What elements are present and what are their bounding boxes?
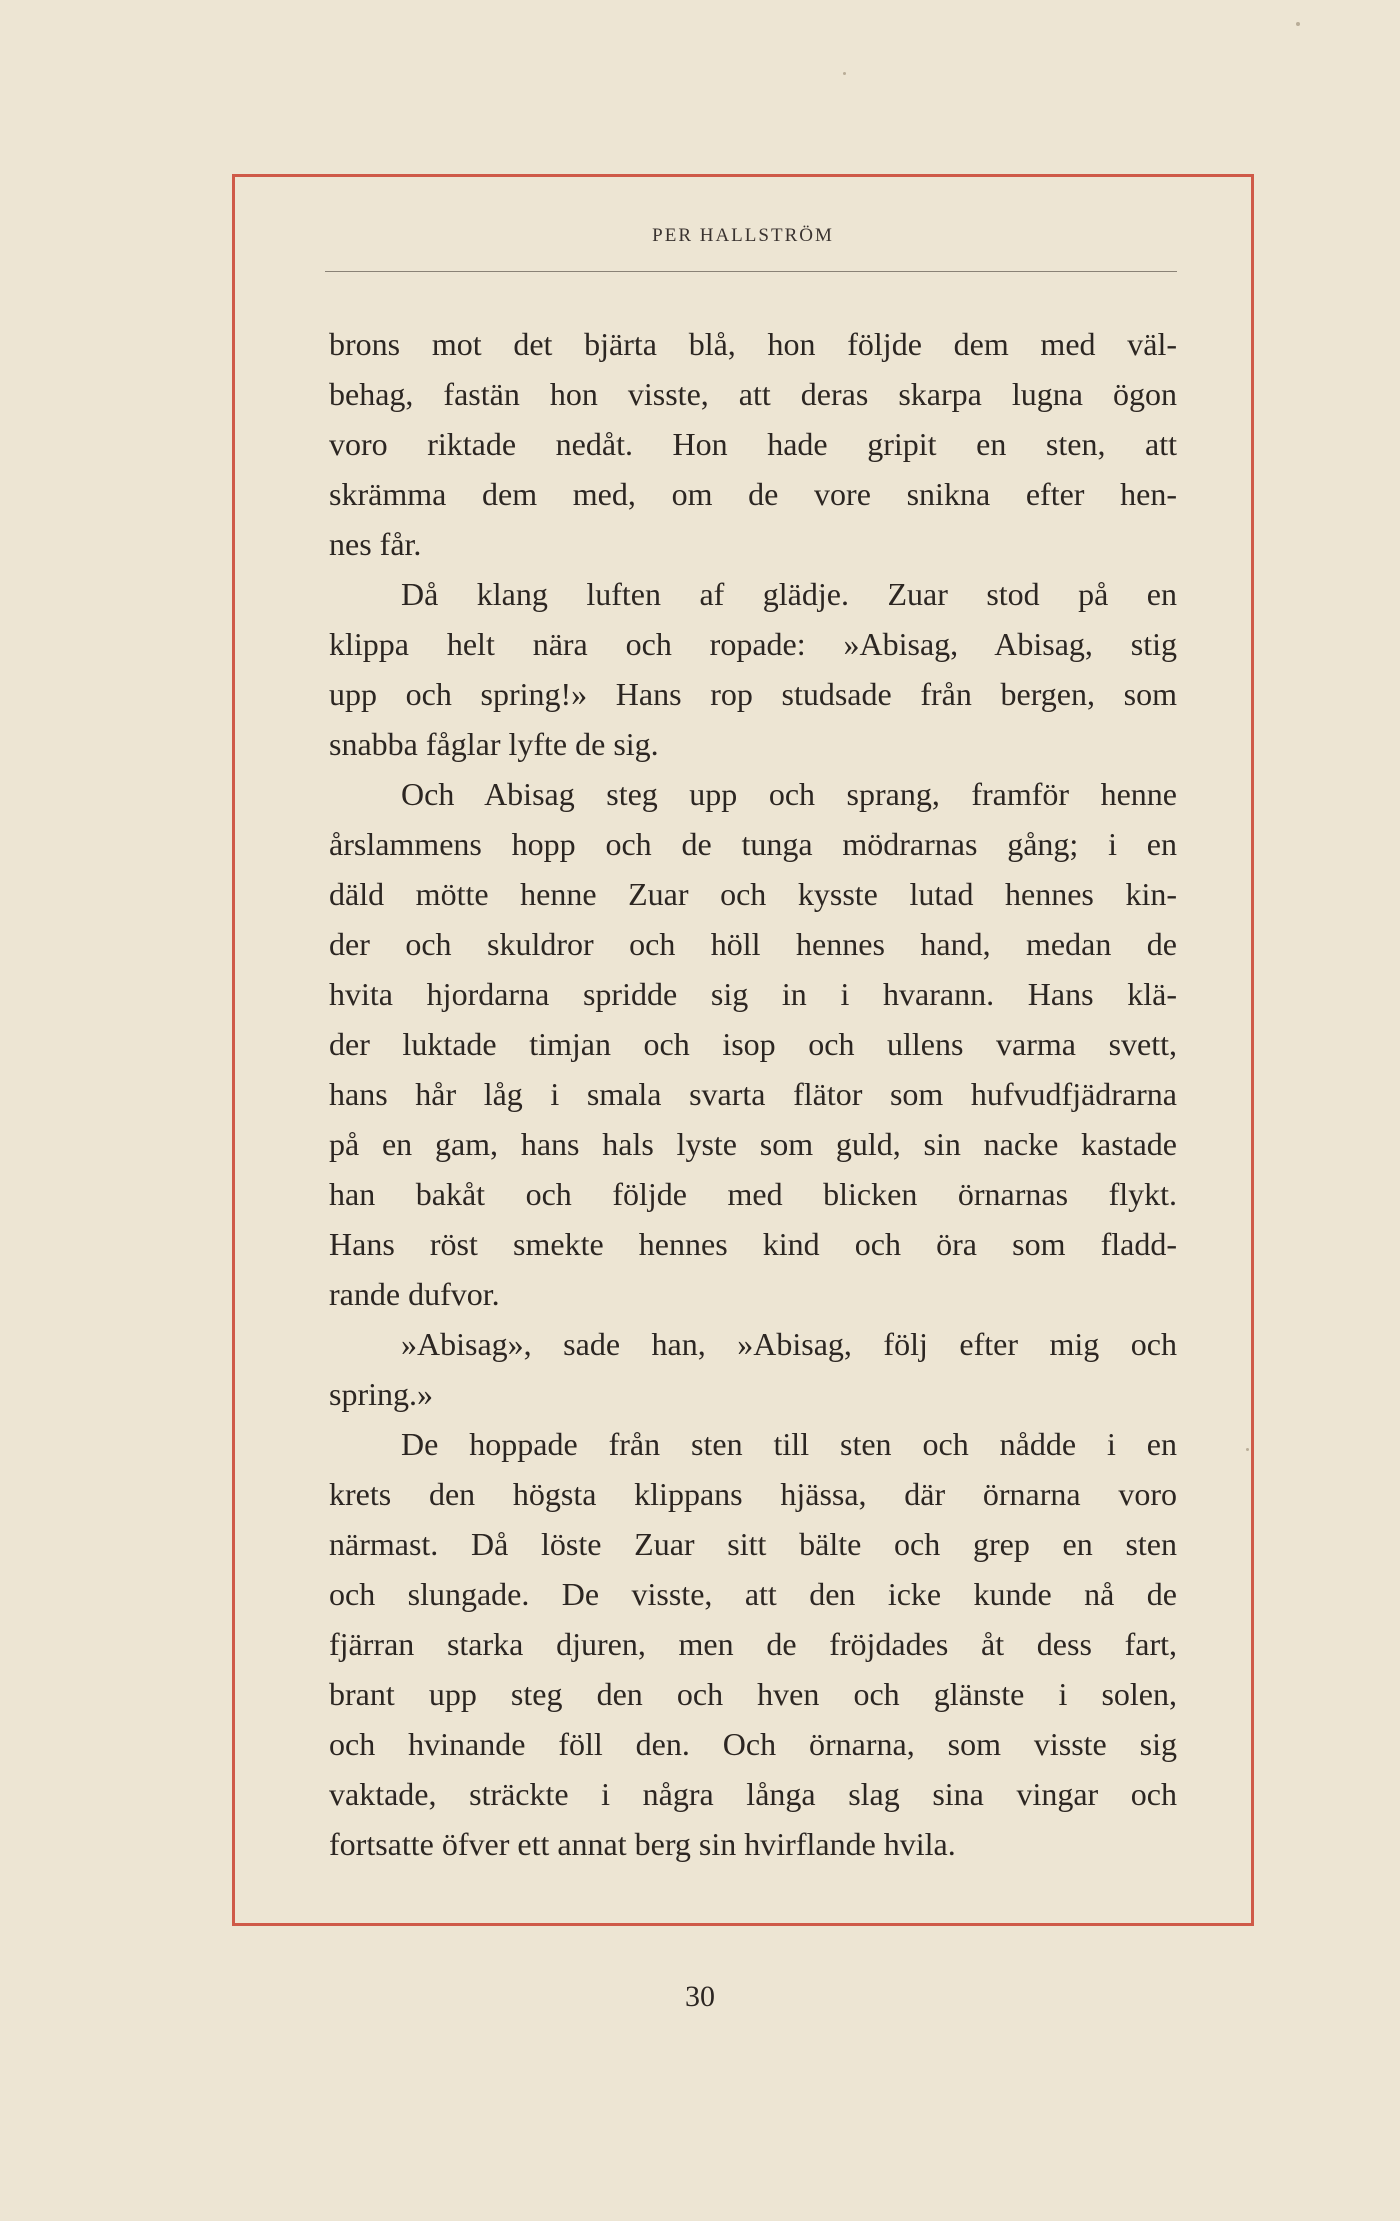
paragraph xyxy=(329,769,1177,1319)
paragraph xyxy=(329,1319,1177,1419)
running-header: PER HALLSTRÖM xyxy=(652,225,834,246)
text-line: hans hår låg i smala svarta flätor som hufvudfjädrarna xyxy=(329,1076,1177,1112)
text-line: klippa helt nära och ropade: »Abisag, Abisag, stig xyxy=(329,626,1177,662)
text-line: fjärran starka djuren, men de fröjdades åt dess fart, xyxy=(329,1626,1177,1662)
header-rule xyxy=(325,271,1177,272)
paper-speck xyxy=(843,72,846,75)
paragraph xyxy=(329,319,1177,569)
text-line: och slungade. De visste, att den icke kunde nå de xyxy=(329,1576,1177,1612)
text-line: Och Abisag steg upp och sprang, framför henne xyxy=(401,776,1177,812)
text-line: nes får. xyxy=(329,526,422,562)
text-line: däld mötte henne Zuar och kysste lutad hennes kin- xyxy=(329,876,1177,912)
text-line: på en gam, hans hals lyste som guld, sin nacke kastade xyxy=(329,1126,1177,1162)
text-line: vaktade, sträckte i några långa slag sina vingar och xyxy=(329,1776,1177,1812)
page-frame xyxy=(232,174,1254,1926)
paper-speck xyxy=(1296,22,1300,26)
text-line: der och skuldror och höll hennes hand, medan de xyxy=(329,926,1177,962)
paragraph xyxy=(329,569,1177,769)
text-line: brons mot det bjärta blå, hon följde dem med väl- xyxy=(329,326,1177,362)
text-line: hvita hjordarna spridde sig in i hvarann. Hans klä- xyxy=(329,976,1177,1012)
paragraph xyxy=(329,1419,1177,1869)
text-line: der luktade timjan och isop och ullens varma svett, xyxy=(329,1026,1177,1062)
text-line: »Abisag», sade han, »Abisag, följ efter mig och xyxy=(401,1326,1177,1362)
text-line: Då klang luften af glädje. Zuar stod på en xyxy=(401,576,1177,612)
paper-speck xyxy=(1246,1448,1249,1451)
page-number: 30 xyxy=(685,1980,715,2013)
text-line: snabba fåglar lyfte de sig. xyxy=(329,726,659,762)
text-line: skrämma dem med, om de vore snikna efter hen- xyxy=(329,476,1177,512)
body-text xyxy=(329,319,1177,1869)
text-line: voro riktade nedåt. Hon hade gripit en sten, att xyxy=(329,426,1177,462)
text-line: årslammens hopp och de tunga mödrarnas gång; i en xyxy=(329,826,1177,862)
text-line: krets den högsta klippans hjässa, där örnarna voro xyxy=(329,1476,1177,1512)
text-line: närmast. Då löste Zuar sitt bälte och grep en sten xyxy=(329,1526,1177,1562)
text-line: och hvinande föll den. Och örnarna, som visste sig xyxy=(329,1726,1177,1762)
text-line: Hans röst smekte hennes kind och öra som fladd- xyxy=(329,1226,1177,1262)
text-line: spring.» xyxy=(329,1376,433,1412)
text-line: fortsatte öfver ett annat berg sin hvirflande hvila. xyxy=(329,1826,956,1862)
text-line: rande dufvor. xyxy=(329,1276,500,1312)
text-line: brant upp steg den och hven och glänste i solen, xyxy=(329,1676,1177,1712)
text-line: upp och spring!» Hans rop studsade från bergen, som xyxy=(329,676,1177,712)
text-line: behag, fastän hon visste, att deras skarpa lugna ögon xyxy=(329,376,1177,412)
text-line: De hoppade från sten till sten och nådde i en xyxy=(401,1426,1177,1462)
text-line: han bakåt och följde med blicken örnarnas flykt. xyxy=(329,1176,1177,1212)
